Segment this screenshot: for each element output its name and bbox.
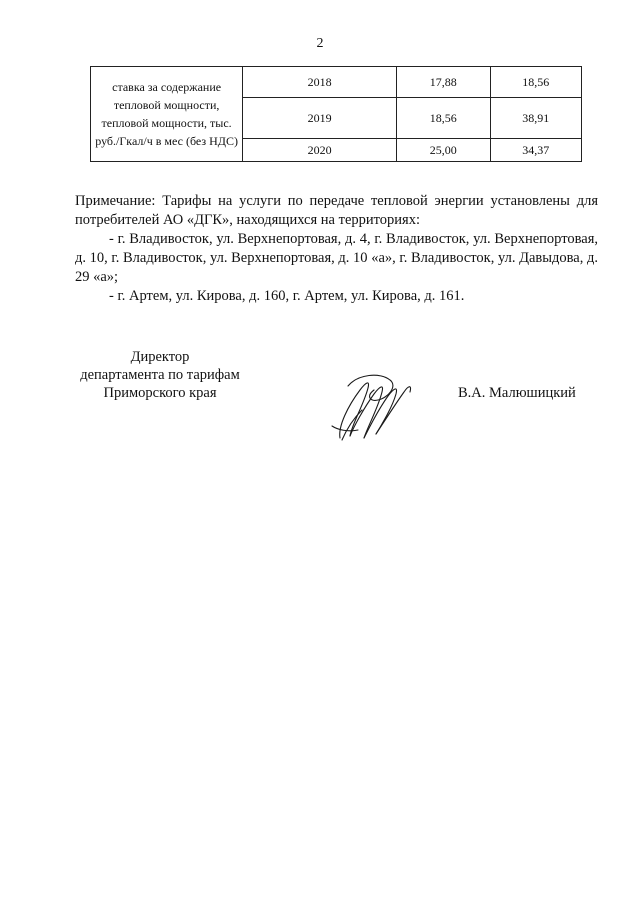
tariff-table: [90, 66, 582, 162]
territory-item: - г. Владивосток, ул. Верхнепортовая, д. 4, г. Владивосток, ул. Верхнепортовая, д. 10, г. Владивосток, ул. Верхнепортовая, д. 10 «а», г. Владивосток, ул. Давыдова, д. 29 «а»;: [75, 231, 598, 285]
handwritten-signature-icon: [318, 366, 418, 446]
tariff-note: [75, 192, 598, 306]
value-cell: 38,91: [490, 98, 581, 139]
value-cell: 17,88: [397, 67, 490, 98]
position-line: Приморского края: [103, 385, 217, 401]
year-cell: 2019: [243, 98, 397, 139]
territory-item: - г. Артем, ул. Кирова, д. 160, г. Артем, ул. Кирова, д. 161.: [109, 288, 465, 304]
position-line: Директор: [130, 349, 190, 365]
value-cell: 34,37: [490, 139, 581, 162]
position-line: департамента по тарифам: [80, 367, 240, 383]
table-row: [91, 67, 582, 98]
value-cell: 25,00: [397, 139, 490, 162]
year-cell: 2018: [243, 67, 397, 98]
signer-name: В.А. Малюшицкий: [458, 385, 576, 401]
signature-block: [0, 348, 640, 438]
signer-position: [70, 348, 250, 402]
note-paragraph: Примечание: Тарифы на услуги по передаче тепловой энергии установлены для потребителей АО «ДГК», находящихся на территориях:: [75, 193, 598, 228]
value-cell: 18,56: [490, 67, 581, 98]
rate-label-cell: ставка за содержание тепловой мощности, тепловой мощности, тыс. руб./Гкал/ч в мес (без НДС): [91, 67, 243, 162]
page-number: 2: [316, 36, 324, 51]
year-cell: 2020: [243, 139, 397, 162]
value-cell: 18,56: [397, 98, 490, 139]
